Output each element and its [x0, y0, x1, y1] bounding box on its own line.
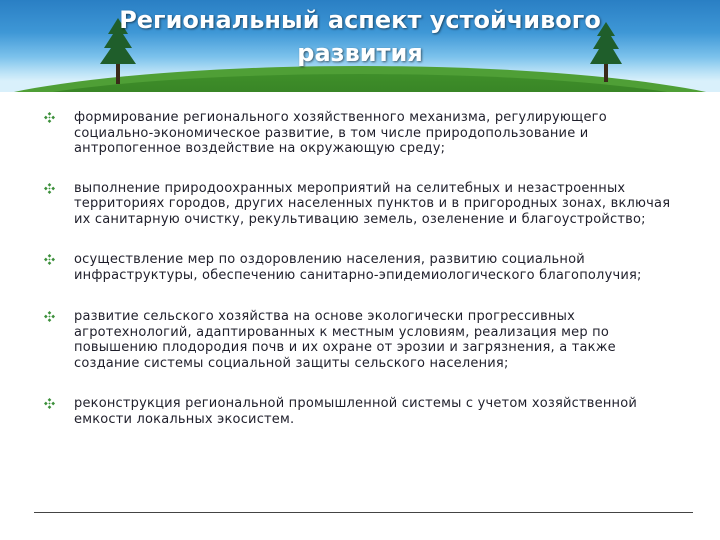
diamond-quad-bullet-icon [44, 183, 55, 194]
diamond-quad-bullet-icon [44, 311, 55, 322]
bullet-list [44, 110, 684, 427]
list-item [44, 396, 684, 427]
diamond-quad-bullet-icon [44, 254, 55, 265]
slide-title: Региональный аспект устойчивого развития [119, 6, 601, 67]
list-item [44, 309, 684, 371]
footer-divider [34, 512, 693, 513]
list-item [44, 252, 684, 283]
list-item-text: выполнение природоохранных мероприятий на селитебных и незастроенных территориях городов, других населенных пунктов и в пригородных зонах, включая их санитарную очистку, рекультивацию земель, озеленение и благоустройство; [74, 180, 671, 227]
list-item-text: развитие сельского хозяйства на основе экологически прогрессивных агротехнологий, адаптированных к местным условиям, реализация мер по повышению плодородия почв и их охране от эрозии и загрязнения, а также создание системы социальной защиты сельского населения; [74, 309, 616, 371]
list-item-text: реконструкция региональной промышленной системы с учетом хозяйственной емкости локальных экосистем. [74, 396, 638, 427]
list-item [44, 181, 684, 228]
list-item-text: формирование регионального хозяйственного механизма, регулирующего социально-экономическое развитие, в том числе природопользование и антропогенное воздействие на окружающую среду; [74, 110, 607, 156]
list-item [44, 110, 684, 157]
list-item-text: осуществление мер по оздоровлению населения, развитию социальной инфраструктуры, обеспечению санитарно-эпидемиологического благополучия; [74, 252, 642, 283]
diamond-quad-bullet-icon [44, 112, 55, 123]
header-banner [0, 0, 720, 92]
diamond-quad-bullet-icon [44, 398, 55, 409]
